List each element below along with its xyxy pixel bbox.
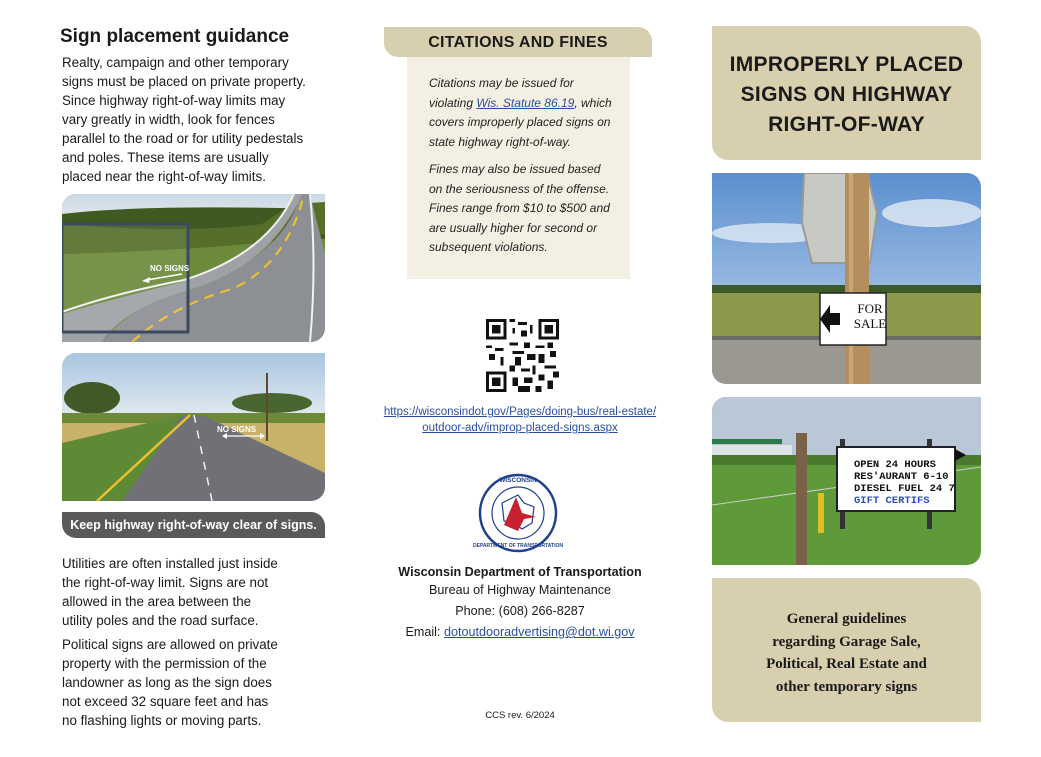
no-signs-label: NO SIGNS (217, 425, 257, 434)
text-fragment: violating (429, 95, 477, 110)
text-line: Citations may be issued for (429, 76, 574, 90)
logo-bottom-text: DEPARTMENT OF TRANSPORTATION (473, 543, 563, 549)
text-line: utility poles and the road surface. (62, 613, 259, 628)
url-line[interactable]: outdoor-adv/improp-placed-signs.aspx (422, 422, 618, 434)
text-line: other temporary signs (775, 678, 918, 695)
text-line: Utilities are often installed just inside (62, 556, 278, 571)
text-line: regarding Garage Sale, (772, 633, 921, 650)
road-photo-1 (62, 194, 325, 342)
marquee-sign-photo (712, 397, 981, 565)
no-signs-label: NO SIGNS (150, 264, 190, 273)
text-line: FOR (857, 301, 883, 316)
marquee-line: DIESEL FUEL 24 7 (854, 483, 955, 495)
sign-placement-heading: Sign placement guidance (60, 26, 290, 47)
text-line: SALE (853, 316, 887, 331)
text-line: Realty, campaign and other temporary (62, 55, 289, 70)
text-line: General guidelines (786, 611, 907, 627)
text-line: covers improperly placed signs on (429, 115, 611, 129)
placement-paragraph (62, 53, 332, 186)
text-line: Fines may also be issued based (429, 162, 601, 176)
text-line: signs must be placed on private property. (62, 74, 306, 89)
title-line: SIGNS ON HIGHWAY (740, 83, 953, 106)
text-line: the right-of-way limit. Signs are not (62, 575, 269, 590)
bureau-name: Bureau of Highway Maintenance (428, 583, 612, 597)
text-fragment: , which (574, 95, 612, 110)
text-line: Since highway right-of-way limits may (62, 93, 286, 108)
for-sale-text (840, 301, 900, 331)
text-line: Fines range from $10 to $500 and (429, 201, 610, 215)
brochure-title (712, 50, 981, 140)
citations-title: CITATIONS AND FINES (384, 27, 652, 57)
citations-paragraph (429, 74, 619, 152)
text-line: no flashing lights or moving parts. (62, 713, 262, 728)
text-line: and poles. These items are usually (62, 150, 269, 165)
text-line: allowed in the area between the (62, 594, 252, 609)
text-line: state highway right-of-way. (429, 134, 571, 149)
revision-note: CCS rev. 6/2024 (485, 710, 555, 721)
fines-paragraph (429, 160, 619, 258)
text-line: Political signs are allowed on private (62, 637, 278, 652)
qr-url-link[interactable] (380, 404, 660, 436)
text-line: subsequent violations. (429, 240, 548, 254)
utilities-paragraph (62, 554, 332, 630)
guidelines-text (712, 608, 981, 698)
url-line[interactable]: https://wisconsindot.gov/Pages/doing-bus/real-estate/ (383, 406, 657, 418)
text-line: placed near the right-of-way limits. (62, 169, 266, 184)
wisdot-logo-icon (478, 473, 558, 553)
marquee-line: GIFT CERTIFS (854, 495, 930, 507)
org-name: Wisconsin Department of Transportation (398, 565, 642, 579)
text-line (429, 94, 619, 114)
email-link[interactable]: dotoutdooradvertising@dot.wi.gov (443, 625, 635, 639)
title-line: RIGHT-OF-WAY (768, 113, 925, 136)
text-line: are usually higher for second or (429, 220, 598, 235)
text-line: property with the permission of the (62, 656, 267, 671)
email-line (380, 625, 660, 639)
for-sale-photo (712, 173, 981, 384)
text-line: not exceed 32 square feet and has (62, 694, 269, 709)
marquee-line: RES'AURANT 6-10 (854, 471, 949, 483)
statute-link[interactable]: Wis. Statute 86.19 (476, 95, 575, 110)
text-line: Political, Real Estate and (766, 656, 927, 672)
road-photo-2 (62, 353, 325, 501)
political-paragraph (62, 635, 332, 730)
marquee-text (854, 459, 964, 507)
logo-top-text: WISCONSIN (499, 477, 537, 484)
phone-number: Phone: (608) 266-8287 (455, 604, 585, 618)
marquee-line: OPEN 24 HOURS (854, 459, 936, 471)
text-line: landowner as long as the sign does (62, 675, 272, 690)
text-line: parallel to the road or for utility pedestals (62, 131, 304, 146)
email-label: Email: (405, 625, 444, 639)
text-line: on the seriousness of the offense. (429, 181, 610, 196)
text-line: vary greatly in width, look for fences (62, 112, 275, 127)
title-line: IMPROPERLY PLACED (729, 53, 964, 76)
qr-code[interactable] (486, 319, 559, 392)
keep-clear-banner: Keep highway right-of-way clear of signs. (62, 512, 325, 538)
